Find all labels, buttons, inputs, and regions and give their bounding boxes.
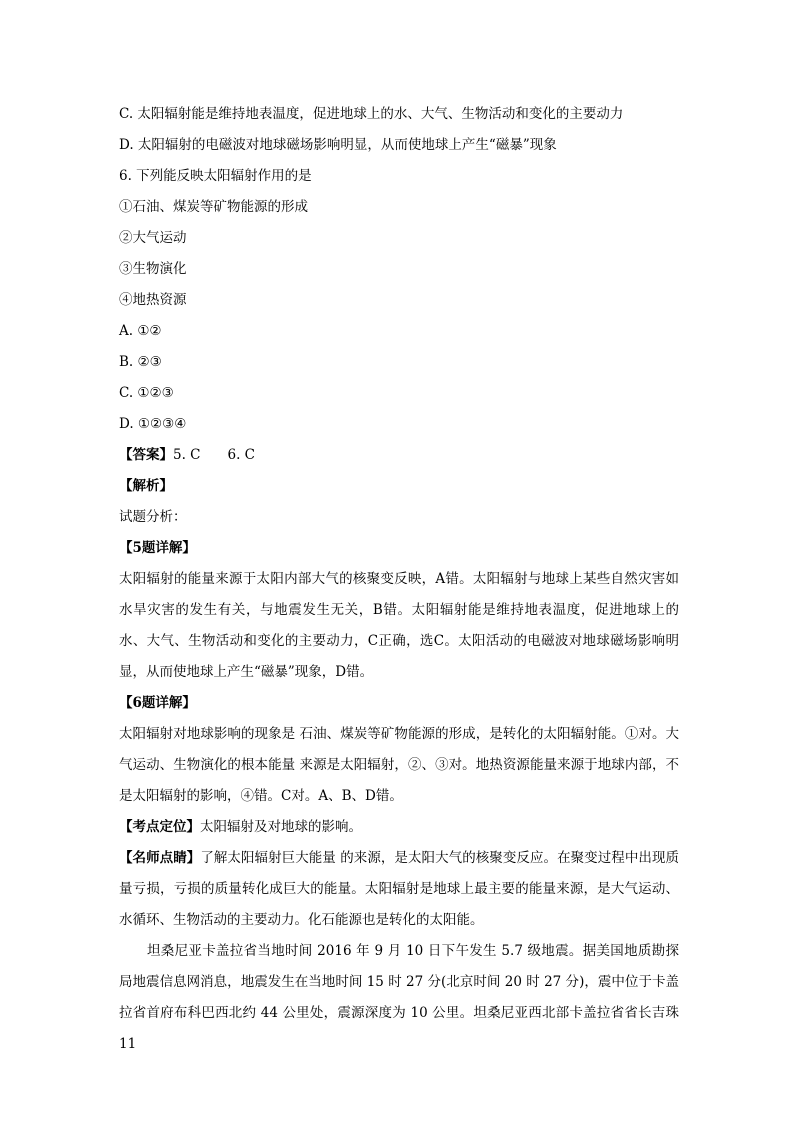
analysis-intro: 试题分析：: [119, 509, 187, 525]
q6-detail-heading: 【6题详解】: [119, 695, 196, 711]
q6-option-d: D. ①②③④: [119, 416, 187, 432]
q5-option-d: D. 太阳辐射的电磁波对地球磁场影响明显，从而使地球上产生“磁暴”现象: [119, 137, 557, 153]
answer-text: 5. C 6. C: [173, 447, 256, 463]
document-page: [119, 99, 679, 1060]
kaodian-text: 太阳辐射及对地球的影响。: [200, 819, 362, 835]
q6-item-1: ①石油、煤炭等矿物能源的形成: [119, 199, 308, 215]
q6-item-3: ③生物演化: [119, 261, 187, 277]
q6-detail-text: 太阳辐射对地球影响的现象是 石油、煤炭等矿物能源的形成，是转化的太阳辐射能。①对。大气运动、生物演化的根本能量 来源是太阳辐射，②、③对。地热资源能量来源于地球内部，不是太阳辐射的影响，④错。C对。A、B、D错。: [119, 726, 679, 804]
q6-item-4: ④地热资源: [119, 292, 187, 308]
q5-option-c: C. 太阳辐射能是维持地表温度，促进地球上的水、大气、生物活动和变化的主要动力: [119, 106, 624, 122]
passage-paragraph: 坦桑尼亚卡盖拉省当地时间 2016 年 9 月 10 日下午发生 5.7 级地震。据美国地质勘探局地震信息网消息，地震发生在当地时间 15 时 27 分(北京时间 20 时 27 分)，震中位于卡盖拉省首府布科巴西北约 44 公里处，震源深度为 10 公里。坦桑尼亚西北部卡盖拉省省长吉珠 11: [119, 943, 679, 1052]
q6-option-b: B. ②③: [119, 354, 162, 370]
q6-stem: 6. 下列能反映太阳辐射作用的是: [119, 168, 312, 184]
mingshi-text: 了解太阳辐射巨大能量 的来源，是太阳大气的核聚变反应。在聚变过程中出现质量亏损，亏损的质量转化成巨大的能量。太阳辐射是地球上最主要的能量来源，是大气运动、水循环、生物活动的主要动力。化石能源也是转化的太阳能。: [119, 850, 679, 928]
analysis-heading: 【解析】: [119, 478, 173, 494]
kaodian-label: 【考点定位】: [119, 819, 200, 835]
q6-item-2: ②大气运动: [119, 230, 187, 246]
mingshi-label: 【名师点睛】: [119, 850, 201, 866]
q5-detail-heading: 【5题详解】: [119, 540, 196, 556]
q5-detail-text: 太阳辐射的能量来源于太阳内部大气的核聚变反映，A错。太阳辐射与地球上某些自然灾害如水旱灾害的发生有关，与地震发生无关，B错。太阳辐射能是维持地表温度，促进地球上的水、大气、生物活动和变化的主要动力，C正确，选C。太阳活动的电磁波对地球磁场影响明显，从而使地球上产生“磁暴”现象，D错。: [119, 571, 679, 680]
q6-option-c: C. ①②③: [119, 385, 174, 401]
mingshi-paragraph: [119, 843, 679, 936]
answer-label: 【答案】: [119, 447, 173, 463]
q6-option-a: A. ①②: [119, 323, 162, 339]
kaodian-line: [119, 812, 679, 843]
answer-line: [119, 440, 679, 471]
